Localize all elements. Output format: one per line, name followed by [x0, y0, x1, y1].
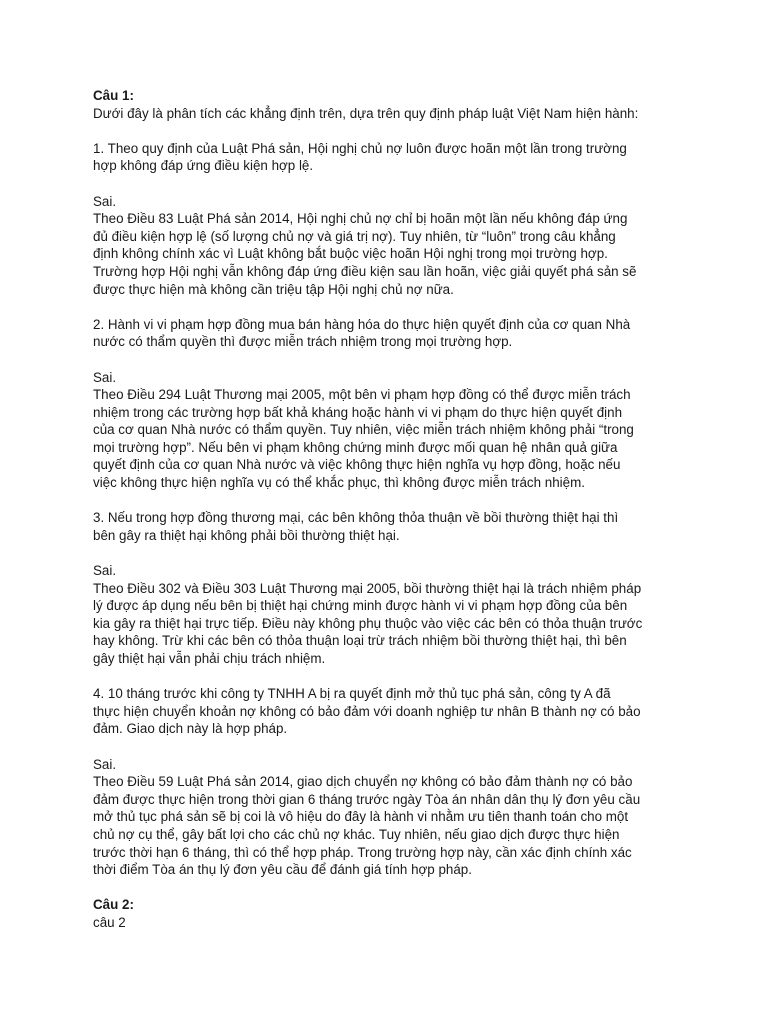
claim-statement-line: hợp không đáp ứng điều kiện hợp lệ.: [93, 158, 314, 174]
claim-statement-line: bên gây ra thiệt hại không phải bồi thường thiệt hại.: [93, 527, 400, 543]
claim-explanation-line: của cơ quan Nhà nước có thẩm quyền. Tuy nhiên, việc miễn trách nhiệm không phải “trong: [93, 422, 634, 438]
claim-explanation-line: quyết định của cơ quan Nhà nước và việc không thực hiện nghĩa vụ hợp đồng, hoặc nếu: [93, 457, 621, 473]
claim-explanation-line: Theo Điều 294 Luật Thương mại 2005, một bên vi phạm hợp đồng có thể được miễn trách: [93, 387, 631, 403]
claim-explanation-line: đủ điều kiện hợp lệ (số lượng chủ nợ và giá trị nợ). Tuy nhiên, từ “luôn” trong câu khẳng: [93, 228, 616, 244]
spacer: [93, 738, 693, 756]
claim-verdict: Sai.: [93, 756, 117, 772]
claim-explanation-line: mở thủ tục phá sản sẽ bị coi là vô hiệu do đây là hành vi nhằm ưu tiên thanh toán cho một: [93, 809, 629, 825]
document-page: [93, 87, 693, 932]
claim-item-3: [93, 509, 693, 667]
claim-explanation-line: trước thời hạn 6 tháng, thì có thể hợp pháp. Trong trường hợp này, cần xác định chính xác: [93, 844, 632, 860]
claim-explanation-line: thời điểm Tòa án thụ lý đơn yêu cầu để đánh giá tính hợp pháp.: [93, 862, 472, 878]
claim-explanation-line: mọi trường hợp”. Nếu bên vi phạm không chứng minh được mối quan hệ nhân quả giữa: [93, 439, 618, 455]
claim-explanation-line: được thực hiện mà không cần triệu tập Hội nghị chủ nợ nữa.: [93, 281, 454, 297]
claim-statement-line: 4. 10 tháng trước khi công ty TNHH A bị ra quyết định mở thủ tục phá sản, công ty A đã: [93, 686, 611, 702]
claim-explanation-line: việc không thực hiện nghĩa vụ có thể khắc phục, thì không được miễn trách nhiệm.: [93, 475, 585, 491]
claim-explanation-line: kia gây ra thiệt hại trực tiếp. Điều này không phụ thuộc vào việc các bên có thỏa thuận trước: [93, 615, 643, 631]
claim-item-2: [93, 316, 693, 492]
claim-explanation-line: gây thiệt hại vẫn phải chịu trách nhiệm.: [93, 651, 326, 666]
claim-explanation-line: Trường hợp Hội nghị vẫn không đáp ứng điều kiện sau lần hoãn, việc giải quyết phá sản sẽ: [93, 263, 637, 279]
claim-explanation-line: Theo Điều 59 Luật Phá sản 2014, giao dịch chuyển nợ không có bảo đảm thành nợ có bảo: [93, 774, 633, 790]
claim-statement-line: thực hiện chuyển khoản nợ không có bảo đảm với doanh nghiệp tư nhân B thành nợ có bảo: [93, 703, 641, 719]
claim-item-4: [93, 685, 693, 879]
question-1-heading: Câu 1:: [93, 88, 134, 103]
claim-explanation-line: hay không. Trừ khi các bên có thỏa thuận loại trừ trách nhiệm bồi thường thiệt hại, thì bên: [93, 633, 627, 649]
claim-verdict: Sai.: [93, 563, 117, 579]
spacer: [93, 544, 693, 562]
claim-statement-line: đảm. Giao dịch này là hợp pháp.: [93, 721, 288, 737]
claim-explanation-line: đảm được thực hiện trong thời gian 6 tháng trước ngày Tòa án nhân dân thụ lý đơn yêu cầu: [93, 791, 641, 807]
claim-item-1: [93, 140, 693, 298]
claim-explanation-line: định không chính xác vì Luật không bắt buộc việc hoãn Hội nghị trong mọi trường hợp.: [93, 246, 608, 262]
claim-explanation-line: nhiệm trong các trường hợp bất khả kháng hoặc hành vi vi phạm do thực hiện quyết định: [93, 404, 623, 420]
claim-statement-line: 3. Nếu trong hợp đồng thương mại, các bên không thỏa thuận về bồi thường thiệt hại thì: [93, 510, 619, 526]
claim-statement-line: 2. Hành vi vi phạm hợp đồng mua bán hàng hóa do thực hiện quyết định của cơ quan Nhà: [93, 316, 631, 332]
spacer: [93, 351, 693, 369]
spacer: [93, 879, 693, 897]
claim-verdict: Sai.: [93, 193, 117, 209]
spacer: [93, 175, 693, 193]
claim-explanation-line: Theo Điều 83 Luật Phá sản 2014, Hội nghị chủ nợ chỉ bị hoãn một lần nếu không đáp ứng: [93, 211, 628, 227]
claim-explanation-line: Theo Điều 302 và Điều 303 Luật Thương mại 2005, bồi thường thiệt hại là trách nhiệm pháp: [93, 580, 642, 596]
spacer: [93, 668, 693, 686]
spacer: [93, 492, 693, 510]
spacer: [93, 122, 693, 140]
intro-text: Dưới đây là phân tích các khẳng định trên, dựa trên quy định pháp luật Việt Nam hiện hành:: [93, 105, 639, 121]
claim-verdict: Sai.: [93, 369, 117, 385]
spacer: [93, 298, 693, 316]
claim-statement-line: nước có thẩm quyền thì được miễn trách nhiệm trong mọi trường hợp.: [93, 334, 513, 350]
question-2-body: câu 2: [93, 914, 126, 930]
claim-explanation-line: lý được áp dụng nếu bên bị thiệt hại chứng minh được hành vi vi phạm hợp đồng của bên: [93, 598, 628, 614]
claim-explanation-line: chủ nợ cụ thể, gây bất lợi cho các chủ nợ khác. Tuy nhiên, nếu giao dịch được thực hiện: [93, 826, 620, 842]
question-2-heading: Câu 2:: [93, 897, 134, 913]
claim-statement-line: 1. Theo quy định của Luật Phá sản, Hội nghị chủ nợ luôn được hoãn một lần trong trường: [93, 140, 627, 156]
